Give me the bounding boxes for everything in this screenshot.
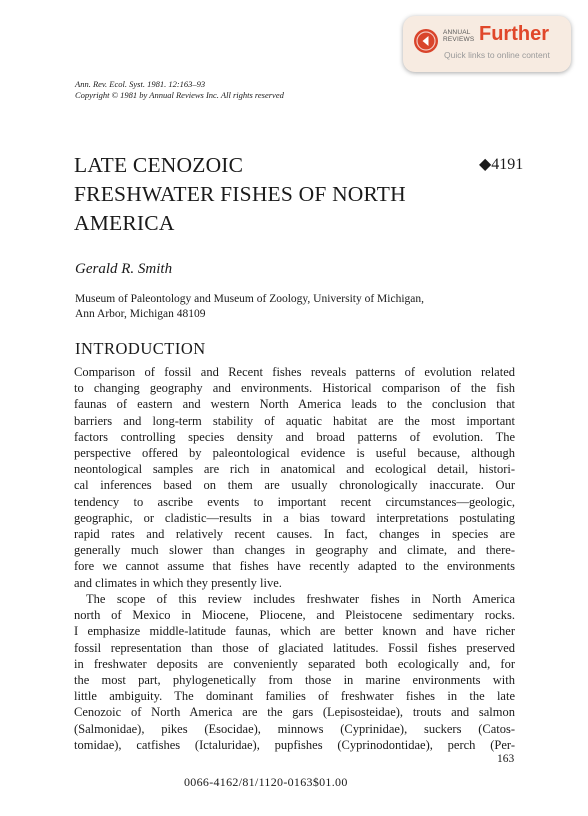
footer-code: 0066-4162/81/1120-0163$01.00 [184,775,348,789]
paragraph-2 [74,591,515,753]
text-line: tendency to ascribe events to important recent circumstances—geologic, [74,494,515,509]
page-number: 163 [497,753,515,765]
text-line: factors controlling species density and broad patterns of evolution. The [74,429,515,444]
text-line: tomidae), catfishes (Ictaluridae), pupfishes (Cyprinodontidae), perch (Per- [74,737,515,752]
title-line-1: LATE CENOZOIC [74,153,244,177]
citation-line-2: Copyright © 1981 by Annual Reviews Inc. All rights reserved [75,89,284,100]
text-line: in freshwater deposits are conveniently separated both ecologically and, for [74,656,515,671]
title-line-3: AMERICA [74,211,175,235]
brand-small-text [443,29,474,43]
further-links-badge[interactable] [403,16,571,72]
text-line: geographic, or cladistic—results in a bias toward interpretations postulating [74,510,515,525]
citation-line-1: Ann. Rev. Ecol. Syst. 1981. 12:163–93 [75,79,206,89]
text-line: Cenozoic of North America are the gars (Lepisosteidae), trouts and salmon [74,705,515,720]
text-line: The scope of this review includes freshwater fishes in North America [86,592,515,606]
author-affiliation [75,292,424,322]
text-line: generally much slower than changes in geography and climate, and there- [74,543,515,558]
text-line: little ambiguity. The dominant families of freshwater fishes in the late [74,689,515,704]
text-line: the most part, phylogenetically from those in marine environments with [74,673,515,688]
text-line: barriers and long-term stability of aquatic habitat are the most important [74,413,515,428]
text-line: I emphasize middle-latitude faunas, which are better known and have richer [74,624,515,639]
brand-further: Further [479,23,549,45]
text-line: and climates in which they presently live. [74,575,282,590]
title-line-2: FRESHWATER FISHES OF NORTH [74,182,406,206]
text-line: perspective offered by paleontological evidence is useful because, although [74,446,515,461]
section-heading: INTRODUCTION [75,339,206,358]
play-arrow-icon [414,29,438,53]
article-title [74,151,406,238]
text-line: to changing geography and environments. Historical comparison of the fish [74,381,515,396]
badge-tagline[interactable]: Quick links to online content [444,50,550,60]
affiliation-line-2: Ann Arbor, Michigan 48109 [75,308,206,320]
author-name: Gerald R. Smith [75,261,173,277]
text-line: fore we cannot assume that fishes have recently adapted to the environments [74,559,515,574]
text-line: neontological samples are rich in anatomical and ecological detail, histori- [74,462,515,477]
article-code: ◆4191 [479,156,524,173]
text-line: fossil representation than those of glaciated latitudes. Fossil fishes preserved [74,640,515,655]
text-line: cal inferences based on them are usually chronologically inaccurate. Our [74,478,515,493]
text-line: Comparison of fossil and Recent fishes reveals patterns of evolution related [74,365,515,379]
text-line: north of Mexico in Miocene, Pliocene, and Pleistocene sedimentary rocks. [74,608,515,623]
text-line: faunas of eastern and western North America leads to the conclusion that [74,397,515,412]
text-line: (Salmonidae), pikes (Esocidae), minnows (Cyprinidae), suckers (Catos- [74,721,515,736]
brand-line-1: ANNUAL [443,29,471,36]
journal-citation [75,79,284,100]
paragraph-1 [74,364,515,591]
affiliation-line-1: Museum of Paleontology and Museum of Zoology, University of Michigan, [75,293,425,305]
brand-line-2: REVIEWS [443,36,475,43]
text-line: rapid rates and relatively recent causes. In fact, changes in species are [74,527,515,542]
